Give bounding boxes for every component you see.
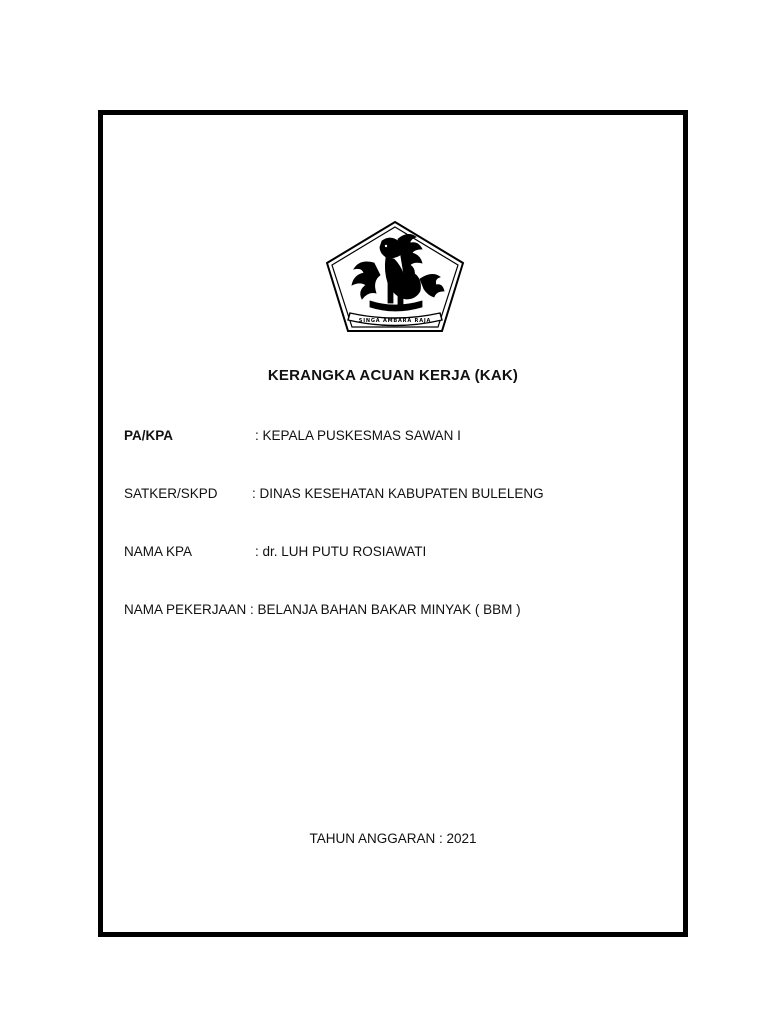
- field-satker-skpd: [124, 486, 544, 501]
- document-title: KERANGKA ACUAN KERJA (KAK): [267, 367, 519, 384]
- singa-ambara-raja-emblem-icon: [324, 219, 466, 335]
- field-label: PA/KPA: [124, 428, 174, 443]
- field-value: : BELANJA BAHAN BAKAR MINYAK ( BBM ): [246, 602, 521, 617]
- field-value: : dr. LUH PUTU ROSIAWATI: [255, 544, 427, 559]
- field-label: SATKER/SKPD: [124, 486, 218, 501]
- field-value: : KEPALA PUSKESMAS SAWAN I: [255, 428, 461, 443]
- budget-year-line: TAHUN ANGGARAN : 2021: [309, 831, 477, 846]
- field-nama-pekerjaan: [124, 602, 521, 617]
- field-value: : DINAS KESEHATAN KABUPATEN BULELENG: [252, 486, 544, 501]
- field-label: NAMA PEKERJAAN: [124, 602, 247, 617]
- document-border-frame: [98, 110, 688, 937]
- field-nama-kpa: [124, 544, 426, 559]
- field-label: NAMA KPA: [124, 544, 193, 559]
- field-pa-kpa: [124, 428, 461, 443]
- svg-text:SINGA AMBARA RAJA: SINGA AMBARA RAJA: [358, 318, 432, 324]
